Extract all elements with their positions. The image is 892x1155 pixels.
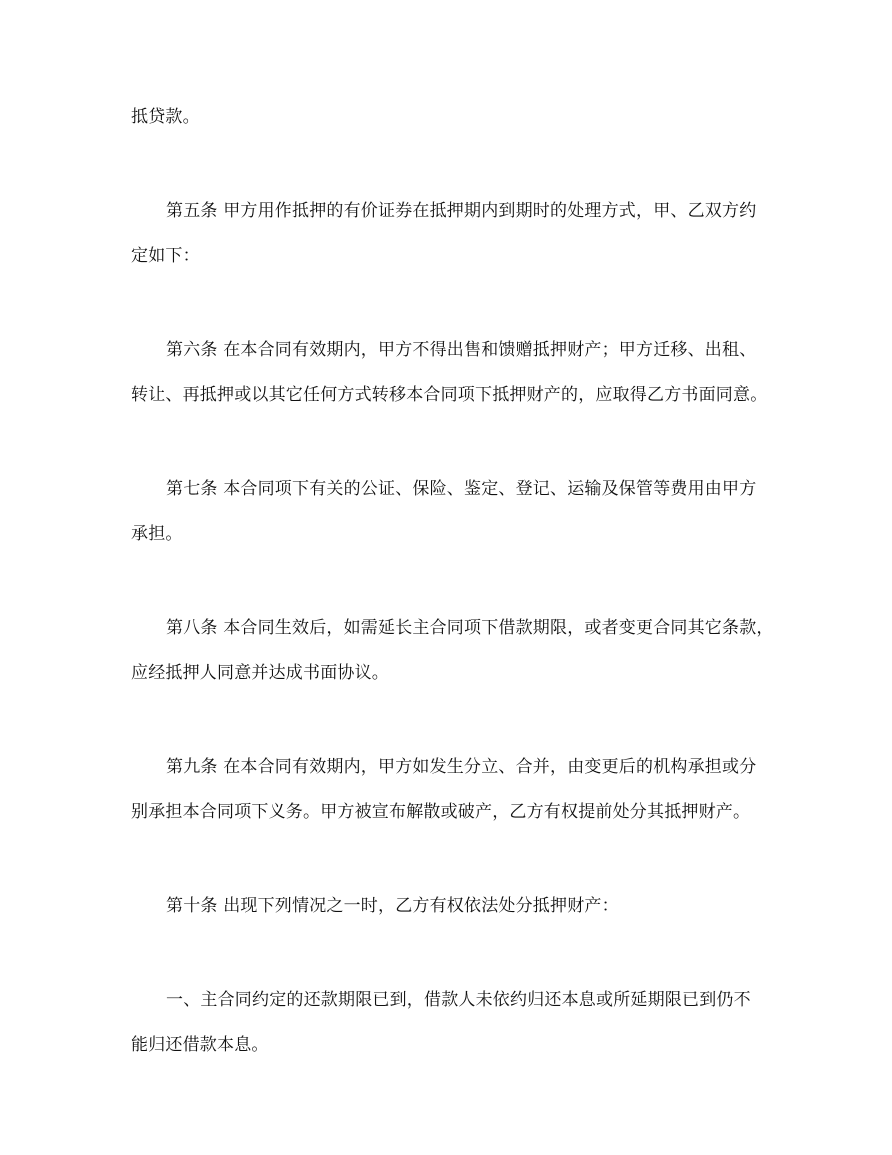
clause-1-line-1: 能归还借款本息。 <box>131 1035 269 1055</box>
article-9-line-0: 第九条 在本合同有效期内，甲方如发生分立、合并，由变更后的机构承担或分 <box>166 757 757 777</box>
article-8-line-1: 应经抵押人同意并达成书面协议。 <box>131 663 389 683</box>
article-7-line-0: 第七条 本合同项下有关的公证、保险、鉴定、登记、运输及保管等费用由甲方 <box>166 479 757 499</box>
clause-1-line-0: 一、主合同约定的还款期限已到，借款人未依约归还本息或所延期限已到仍不 <box>166 990 751 1010</box>
article-5-line-0: 第五条 甲方用作抵押的有价证券在抵押期内到期时的处理方式，甲、乙双方约 <box>166 201 757 221</box>
article-6-line-0: 第六条 在本合同有效期内，甲方不得出售和馈赠抵押财产；甲方迁移、出租、 <box>166 340 757 360</box>
article-7-line-1: 承担。 <box>131 524 183 544</box>
article-8-line-0: 第八条 本合同生效后，如需延长主合同项下借款期限，或者变更合同其它条款， <box>166 618 774 638</box>
article-9-line-1: 别承担本合同项下义务。甲方被宣布解散或破产，乙方有权提前处分其抵押财产。 <box>131 802 751 822</box>
article-6-line-1: 转让、再抵押或以其它任何方式转移本合同项下抵押财产的，应取得乙方书面同意。 <box>131 385 768 405</box>
paragraph-0-line-0: 抵贷款。 <box>131 107 200 127</box>
article-5-line-1: 定如下： <box>131 246 200 266</box>
article-10-line-0: 第十条 出现下列情况之一时，乙方有权依法处分抵押财产： <box>166 896 619 916</box>
